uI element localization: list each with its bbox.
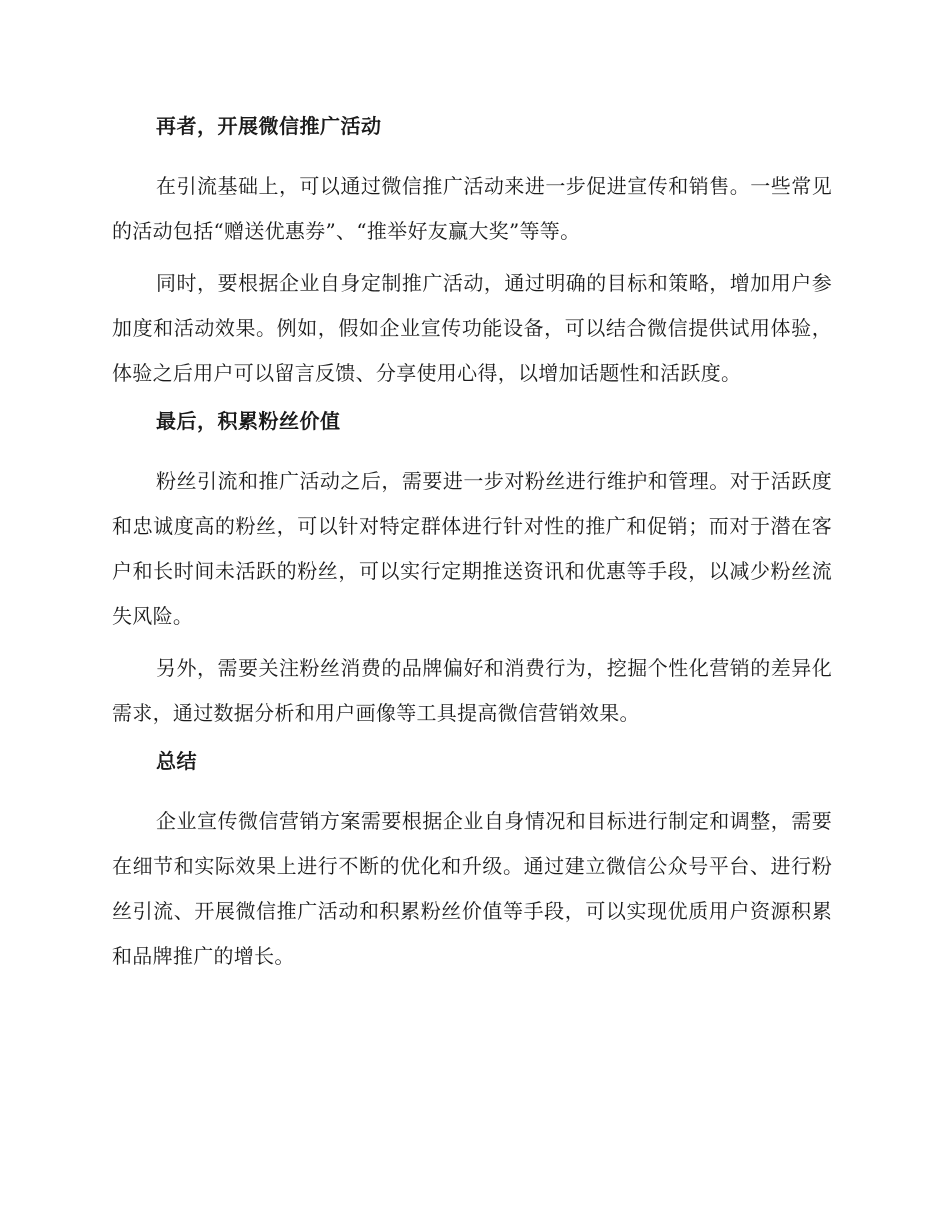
section-heading: 再者，开展微信推广活动 (156, 114, 382, 138)
body-paragraph: 同时，要根据企业自身定制推广活动，通过明确的目标和策略，增加用户参加度和活动效果。例如，假如企业宣传功能设备，可以结合微信提供试用体验，体验之后用户可以留言反馈、分享使用心得，以增加话题性和活跃度。 (112, 271, 832, 385)
body-paragraph: 另外，需要关注粉丝消费的品牌偏好和消费行为，挖掘个性化营销的差异化需求，通过数据分析和用户画像等工具提高微信营销效果。 (112, 656, 832, 725)
body-paragraph: 粉丝引流和推广活动之后，需要进一步对粉丝进行维护和管理。对于活跃度和忠诚度高的粉丝，可以针对特定群体进行针对性的推广和促销；而对于潜在客户和长时间未活跃的粉丝，可以实行定期推送资讯和优惠等手段，以减少粉丝流失风险。 (112, 469, 832, 628)
section-heading: 总结 (156, 749, 197, 773)
body-paragraph: 企业宣传微信营销方案需要根据企业自身情况和目标进行制定和调整，需要在细节和实际效果上进行不断的优化和升级。通过建立微信公众号平台、进行粉丝引流、开展微信推广活动和积累粉丝价值等手段，可以实现优质用户资源积累和品牌推广的增长。 (112, 809, 832, 968)
body-paragraph: 在引流基础上，可以通过微信推广活动来进一步促进宣传和销售。一些常见的活动包括“赠送优惠券”、“推举好友赢大奖”等等。 (112, 174, 832, 243)
document-page (112, 108, 832, 986)
section-heading: 最后，积累粉丝价值 (156, 409, 341, 433)
